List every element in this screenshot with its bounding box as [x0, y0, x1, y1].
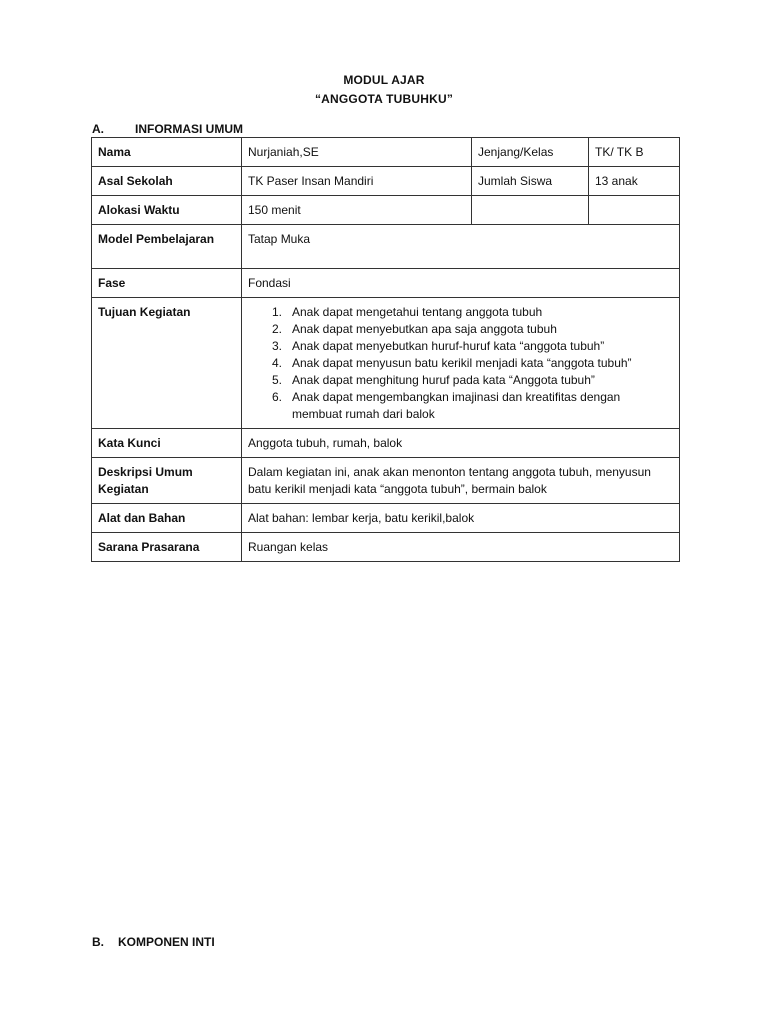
section-b-number: B.	[92, 935, 104, 949]
list-item-text: Anak dapat mengembangkan imajinasi dan kreatifitas dengan membuat rumah dari balok	[292, 390, 621, 421]
nama-label: Nama	[92, 138, 242, 167]
list-item-number: 6.	[272, 390, 283, 404]
list-item	[272, 372, 672, 389]
deskripsi-value: Dalam kegiatan ini, anak akan menonton tentang anggota tubuh, menyusun batu kerikil menjadi kata “anggota tubuh”, bermain balok	[242, 458, 680, 504]
deskripsi-label-line2: Kegiatan	[98, 482, 149, 496]
list-item-number: 5.	[272, 373, 283, 387]
fase-value: Fondasi	[242, 269, 680, 298]
section-a-heading	[92, 122, 243, 136]
table-row	[92, 298, 680, 429]
alokasi-waktu-label: Alokasi Waktu	[92, 196, 242, 225]
list-item	[272, 304, 672, 321]
table-row	[92, 504, 680, 533]
list-item	[272, 338, 672, 355]
document-title: MODUL AJAR	[343, 73, 425, 87]
list-item-text: Anak dapat menyebutkan apa saja anggota tubuh	[292, 322, 557, 336]
kata-kunci-label: Kata Kunci	[92, 429, 242, 458]
jenjang-label: Jenjang/Kelas	[472, 138, 589, 167]
asal-sekolah-value: TK Paser Insan Mandiri	[242, 167, 472, 196]
list-item	[272, 389, 672, 423]
alokasi-waktu-value: 150 menit	[242, 196, 472, 225]
list-item	[272, 321, 672, 338]
empty-cell	[472, 196, 589, 225]
tujuan-list	[248, 304, 672, 423]
fase-label: Fase	[92, 269, 242, 298]
table-row	[92, 196, 680, 225]
empty-cell	[589, 196, 680, 225]
list-item-text: Anak dapat menghitung huruf pada kata “Anggota tubuh”	[292, 373, 595, 387]
section-b-heading	[92, 935, 215, 949]
nama-value: Nurjaniah,SE	[242, 138, 472, 167]
table-row	[92, 458, 680, 504]
model-label: Model Pembelajaran	[92, 225, 242, 269]
list-item-text: Anak dapat mengetahui tentang anggota tubuh	[292, 305, 543, 319]
model-value: Tatap Muka	[242, 225, 680, 269]
section-a-number: A.	[92, 122, 104, 136]
jumlah-siswa-label: Jumlah Siswa	[472, 167, 589, 196]
table-row	[92, 429, 680, 458]
table-row	[92, 138, 680, 167]
list-item-number: 4.	[272, 356, 283, 370]
sarana-value: Ruangan kelas	[242, 533, 680, 562]
jumlah-siswa-value: 13 anak	[589, 167, 680, 196]
deskripsi-label-line1: Deskripsi Umum	[98, 465, 193, 479]
asal-sekolah-label: Asal Sekolah	[92, 167, 242, 196]
alat-bahan-label: Alat dan Bahan	[92, 504, 242, 533]
table-row	[92, 533, 680, 562]
section-b-title: KOMPONEN INTI	[118, 935, 215, 949]
alat-bahan-value: Alat bahan: lembar kerja, batu kerikil,balok	[242, 504, 680, 533]
kata-kunci-value: Anggota tubuh, rumah, balok	[242, 429, 680, 458]
informasi-umum-table	[91, 137, 680, 562]
table-row	[92, 167, 680, 196]
section-a-title: INFORMASI UMUM	[135, 122, 243, 136]
table-row	[92, 225, 680, 269]
list-item-text: Anak dapat menyebutkan huruf-huruf kata “anggota tubuh”	[292, 339, 605, 353]
sarana-label: Sarana Prasarana	[92, 533, 242, 562]
list-item	[272, 355, 672, 372]
list-item-number: 1.	[272, 305, 283, 319]
document-subtitle: “ANGGOTA TUBUHKU”	[314, 92, 454, 106]
list-item-number: 2.	[272, 322, 283, 336]
list-item-text: Anak dapat menyusun batu kerikil menjadi kata “anggota tubuh”	[292, 356, 632, 370]
deskripsi-label	[92, 458, 242, 504]
tujuan-label: Tujuan Kegiatan	[92, 298, 242, 429]
jenjang-value: TK/ TK B	[589, 138, 680, 167]
list-item-number: 3.	[272, 339, 283, 353]
tujuan-value	[242, 298, 680, 429]
table-row	[92, 269, 680, 298]
